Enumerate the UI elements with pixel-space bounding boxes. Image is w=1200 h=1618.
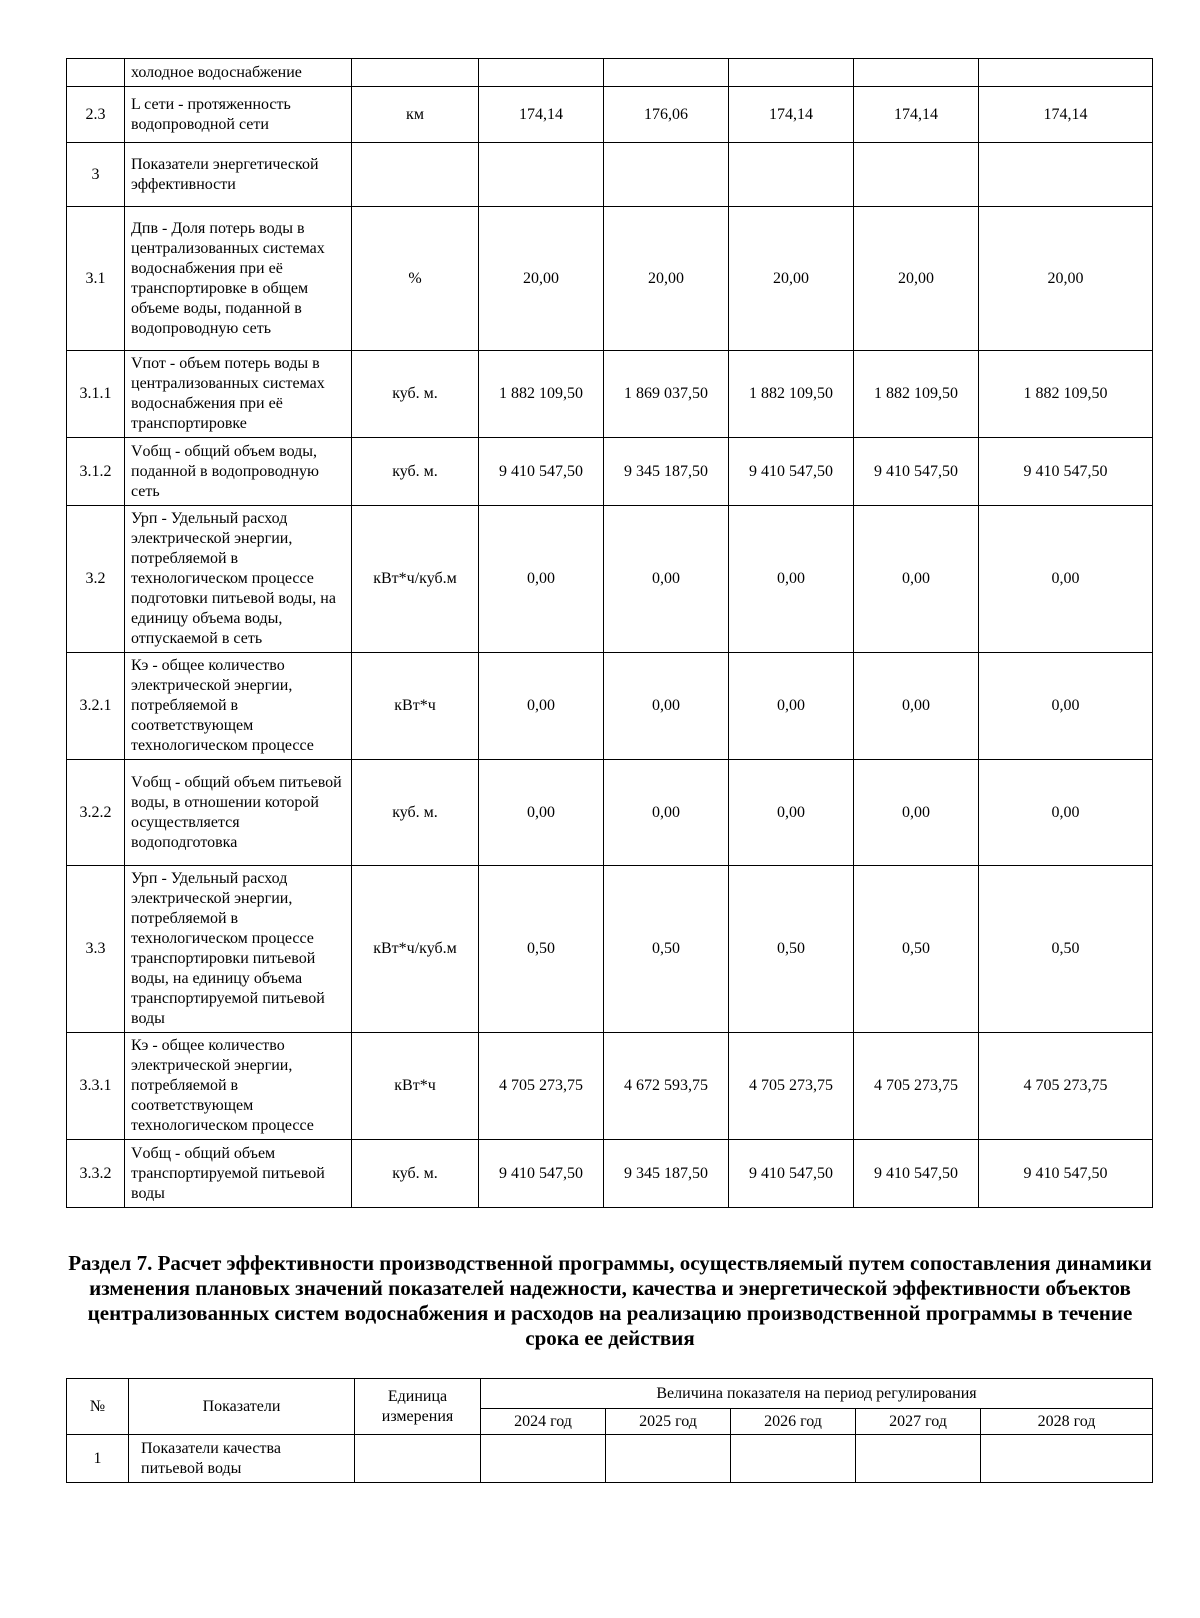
value-cell: 4 705 273,75	[979, 1033, 1153, 1140]
value-cell: 174,14	[729, 87, 854, 143]
value-cell	[479, 59, 604, 87]
value-cell: 1 869 037,50	[604, 351, 729, 438]
indicator-name: Vобщ - общий объем питьевой воды, в отношении которой осуществляется водоподготовка	[125, 760, 352, 866]
row-number: 3.3.1	[67, 1033, 125, 1140]
value-cell: 0,50	[979, 866, 1153, 1033]
header-year: 2026 год	[731, 1409, 856, 1435]
value-cell: 0,00	[979, 506, 1153, 653]
unit-cell: кВт*ч	[352, 1033, 479, 1140]
indicator-name: Дпв - Доля потерь воды в централизованных системах водоснабжения при её транспортировке в общем объеме воды, поданной в водопроводную сеть	[125, 207, 352, 351]
value-cell: 9 410 547,50	[979, 438, 1153, 506]
value-cell: 9 410 547,50	[729, 1140, 854, 1208]
value-cell: 20,00	[729, 207, 854, 351]
table-row	[67, 866, 1153, 1033]
indicator-name: Урп - Удельный расход электрической энергии, потребляемой в технологическом процессе транспортировки питьевой воды, на единицу объема транспортируемой питьевой воды	[125, 866, 352, 1033]
value-cell: 0,00	[854, 506, 979, 653]
indicator-name: холодное водоснабжение	[125, 59, 352, 87]
unit-cell: кВт*ч	[352, 653, 479, 760]
table-row	[67, 87, 1153, 143]
row-number: 3.3.2	[67, 1140, 125, 1208]
indicator-name: Показатели качества питьевой воды	[129, 1435, 355, 1483]
value-cell: 1 882 109,50	[479, 351, 604, 438]
unit-cell: км	[352, 87, 479, 143]
unit-cell: куб. м.	[352, 351, 479, 438]
value-cell: 9 410 547,50	[854, 438, 979, 506]
value-cell	[729, 59, 854, 87]
value-cell	[481, 1435, 606, 1483]
table-row	[67, 506, 1153, 653]
indicator-name: L сети - протяженность водопроводной сети	[125, 87, 352, 143]
indicator-name: Vпот - объем потерь воды в централизованных системах водоснабжения при её транспортировке	[125, 351, 352, 438]
value-cell: 20,00	[604, 207, 729, 351]
value-cell	[606, 1435, 731, 1483]
value-cell	[604, 59, 729, 87]
value-cell: 176,06	[604, 87, 729, 143]
value-cell	[979, 143, 1153, 207]
row-number: 2.3	[67, 87, 125, 143]
value-cell	[856, 1435, 981, 1483]
unit-cell: куб. м.	[352, 1140, 479, 1208]
indicator-name: Показатели энергетической эффективности	[125, 143, 352, 207]
value-cell: 4 672 593,75	[604, 1033, 729, 1140]
value-cell: 20,00	[979, 207, 1153, 351]
value-cell: 174,14	[479, 87, 604, 143]
value-cell: 4 705 273,75	[854, 1033, 979, 1140]
row-number: 3.1.2	[67, 438, 125, 506]
value-cell: 0,50	[604, 866, 729, 1033]
value-cell: 1 882 109,50	[854, 351, 979, 438]
value-cell: 9 410 547,50	[479, 438, 604, 506]
header-year: 2028 год	[981, 1409, 1153, 1435]
table-row	[67, 1435, 1153, 1483]
value-cell: 0,00	[979, 760, 1153, 866]
value-cell: 0,50	[479, 866, 604, 1033]
value-cell: 0,00	[604, 760, 729, 866]
value-cell	[854, 59, 979, 87]
value-cell: 174,14	[854, 87, 979, 143]
value-cell: 0,00	[729, 760, 854, 866]
header-year: 2025 год	[606, 1409, 731, 1435]
header-period: Величина показателя на период регулирования	[481, 1379, 1153, 1409]
value-cell: 0,00	[854, 653, 979, 760]
indicator-name: Кэ - общее количество электрической энергии, потребляемой в соответствующем технологическом процессе	[125, 1033, 352, 1140]
unit-cell	[352, 143, 479, 207]
value-cell: 0,00	[729, 506, 854, 653]
row-number	[67, 59, 125, 87]
value-cell: 0,00	[729, 653, 854, 760]
indicator-name: Vобщ - общий объем транспортируемой питьевой воды	[125, 1140, 352, 1208]
value-cell: 0,00	[479, 653, 604, 760]
table-row	[67, 760, 1153, 866]
value-cell: 4 705 273,75	[729, 1033, 854, 1140]
unit-cell	[355, 1435, 481, 1483]
value-cell: 9 345 187,50	[604, 438, 729, 506]
value-cell	[479, 143, 604, 207]
indicator-name: Кэ - общее количество электрической энергии, потребляемой в соответствующем технологическом процессе	[125, 653, 352, 760]
value-cell: 1 882 109,50	[729, 351, 854, 438]
value-cell: 4 705 273,75	[479, 1033, 604, 1140]
section-heading: Раздел 7. Расчет эффективности производственной программы, осуществляемый путем сопоставления динамики изменения плановых значений показателей надежности, качества и энергетической эффективности объектов централизованных систем водоснабжения и расходов на реализацию производственной программы в течение срока ее действия	[68, 1251, 1152, 1350]
value-cell: 20,00	[854, 207, 979, 351]
table-row	[67, 143, 1153, 207]
value-cell: 0,00	[479, 506, 604, 653]
value-cell: 9 410 547,50	[479, 1140, 604, 1208]
value-cell	[979, 59, 1153, 87]
row-number: 3	[67, 143, 125, 207]
value-cell: 0,00	[604, 506, 729, 653]
header-year: 2027 год	[856, 1409, 981, 1435]
value-cell: 0,00	[604, 653, 729, 760]
header-name: Показатели	[129, 1379, 355, 1435]
table-row	[67, 59, 1153, 87]
value-cell: 174,14	[979, 87, 1153, 143]
efficiency-table	[66, 1378, 1153, 1483]
unit-cell	[352, 59, 479, 87]
table-row	[67, 438, 1153, 506]
value-cell	[854, 143, 979, 207]
value-cell	[731, 1435, 856, 1483]
value-cell: 0,50	[854, 866, 979, 1033]
unit-cell: куб. м.	[352, 760, 479, 866]
row-number: 3.2.1	[67, 653, 125, 760]
indicator-name: Vобщ - общий объем воды, поданной в водопроводную сеть	[125, 438, 352, 506]
value-cell: 9 345 187,50	[604, 1140, 729, 1208]
value-cell: 20,00	[479, 207, 604, 351]
value-cell: 9 410 547,50	[729, 438, 854, 506]
indicator-name: Урп - Удельный расход электрической энергии, потребляемой в технологическом процессе подготовки питьевой воды, на единицу объема воды, отпускаемой в сеть	[125, 506, 352, 653]
row-number: 3.2.2	[67, 760, 125, 866]
value-cell: 0,00	[854, 760, 979, 866]
row-number: 3.3	[67, 866, 125, 1033]
row-number: 3.1.1	[67, 351, 125, 438]
header-num: №	[67, 1379, 129, 1435]
row-number: 1	[67, 1435, 129, 1483]
value-cell: 0,00	[979, 653, 1153, 760]
value-cell	[729, 143, 854, 207]
unit-cell: %	[352, 207, 479, 351]
header-year: 2024 год	[481, 1409, 606, 1435]
value-cell	[981, 1435, 1153, 1483]
value-cell: 1 882 109,50	[979, 351, 1153, 438]
header-unit: Единица измерения	[355, 1379, 481, 1435]
indicators-table	[66, 58, 1153, 1208]
value-cell: 9 410 547,50	[854, 1140, 979, 1208]
table-row	[67, 351, 1153, 438]
row-number: 3.2	[67, 506, 125, 653]
table-row	[67, 1033, 1153, 1140]
table-row	[67, 1140, 1153, 1208]
row-number: 3.1	[67, 207, 125, 351]
unit-cell: кВт*ч/куб.м	[352, 506, 479, 653]
header-row	[67, 1379, 1153, 1409]
unit-cell: кВт*ч/куб.м	[352, 866, 479, 1033]
value-cell: 0,50	[729, 866, 854, 1033]
table-row	[67, 207, 1153, 351]
table-row	[67, 653, 1153, 760]
unit-cell: куб. м.	[352, 438, 479, 506]
value-cell	[604, 143, 729, 207]
value-cell: 9 410 547,50	[979, 1140, 1153, 1208]
value-cell: 0,00	[479, 760, 604, 866]
